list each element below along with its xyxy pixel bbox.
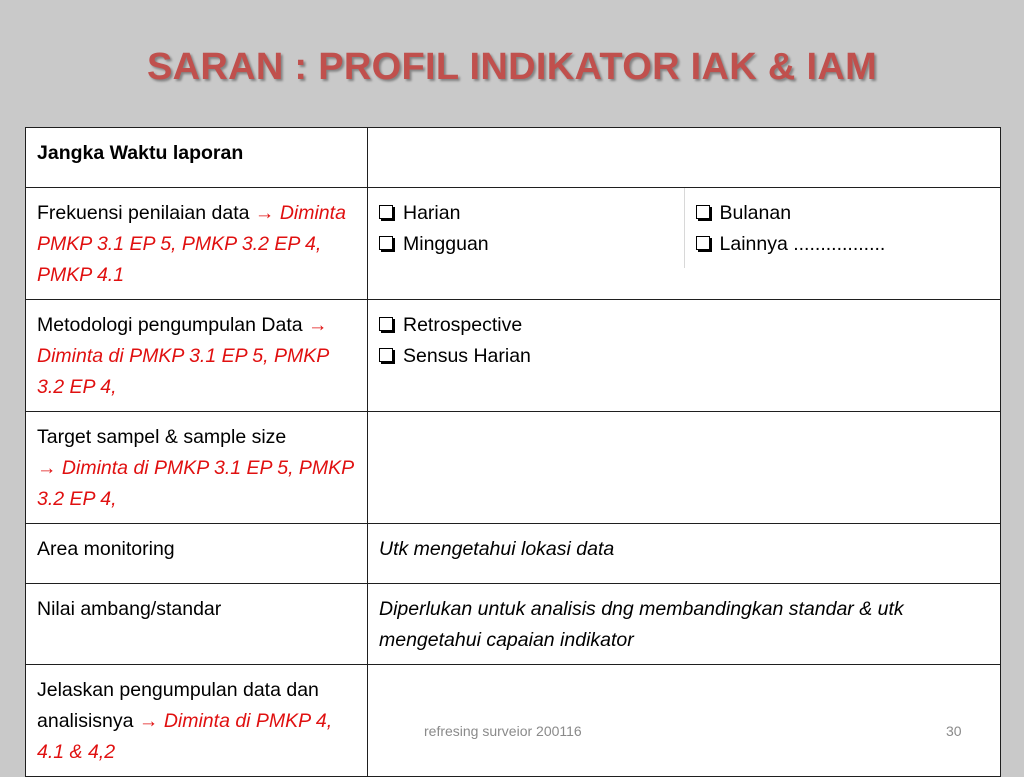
table-row — [26, 128, 1001, 188]
table-row — [26, 300, 1001, 412]
row-label: Nilai ambang/standar — [37, 598, 222, 620]
row-value: Utk mengetahui lokasi data — [379, 538, 615, 560]
row-value: Diperlukan untuk analisis dng membandingkan standar & utk mengetahui capaian indikator — [379, 598, 904, 651]
row-note: Diminta PMKP 3.1 EP 5, PMKP 3.2 EP 4, PMKP 4.1 — [37, 202, 346, 286]
option-lainnya: Lainnya ................. — [696, 229, 990, 260]
checkbox-icon[interactable] — [379, 236, 393, 250]
footer-text: refresing surveior 200116 — [424, 723, 582, 739]
option-harian: Harian — [379, 198, 673, 229]
checkbox-icon[interactable] — [379, 205, 393, 219]
arrow-right-icon: → — [138, 710, 159, 732]
arrow-right-icon: → — [308, 314, 328, 336]
arrow-right-icon: → — [254, 202, 275, 224]
checkbox-icon[interactable] — [379, 317, 393, 331]
table-row — [26, 412, 1001, 524]
table-row — [26, 188, 1001, 300]
indicator-profile-table — [25, 127, 1001, 777]
option-bulanan: Bulanan — [696, 198, 990, 229]
row-label: Jangka Waktu laporan — [37, 142, 244, 164]
row-label: Jelaskan pengumpulan data dan analisisnya — [37, 679, 319, 732]
row-note: Diminta di PMKP 3.1 EP 5, PMKP 3.2 EP 4, — [37, 457, 354, 510]
row-note: Diminta di PMKP 4, 4.1 & 4,2 — [37, 710, 333, 763]
option-mingguan: Mingguan — [379, 229, 673, 260]
option-retrospective: Retrospective — [379, 310, 989, 341]
row-label: Frekuensi penilaian data — [37, 202, 255, 224]
page-number: 30 — [946, 723, 962, 739]
checkbox-icon[interactable] — [696, 205, 710, 219]
table-row — [26, 584, 1001, 665]
table-row — [26, 524, 1001, 584]
row-label: Metodologi pengumpulan Data — [37, 314, 309, 336]
row-note: Diminta di PMKP 3.1 EP 5, PMKP 3.2 EP 4, — [37, 345, 329, 398]
slide-title: SARAN : PROFIL INDIKATOR IAK & IAM — [146, 46, 878, 88]
checkbox-icon[interactable] — [696, 236, 710, 250]
arrow-right-icon: → — [37, 457, 57, 479]
table-row — [26, 665, 1001, 777]
row-label: Area monitoring — [37, 538, 175, 560]
checkbox-icon[interactable] — [379, 348, 393, 362]
row-label: Target sampel & sample size — [37, 426, 287, 448]
option-sensus-harian: Sensus Harian — [379, 341, 989, 372]
